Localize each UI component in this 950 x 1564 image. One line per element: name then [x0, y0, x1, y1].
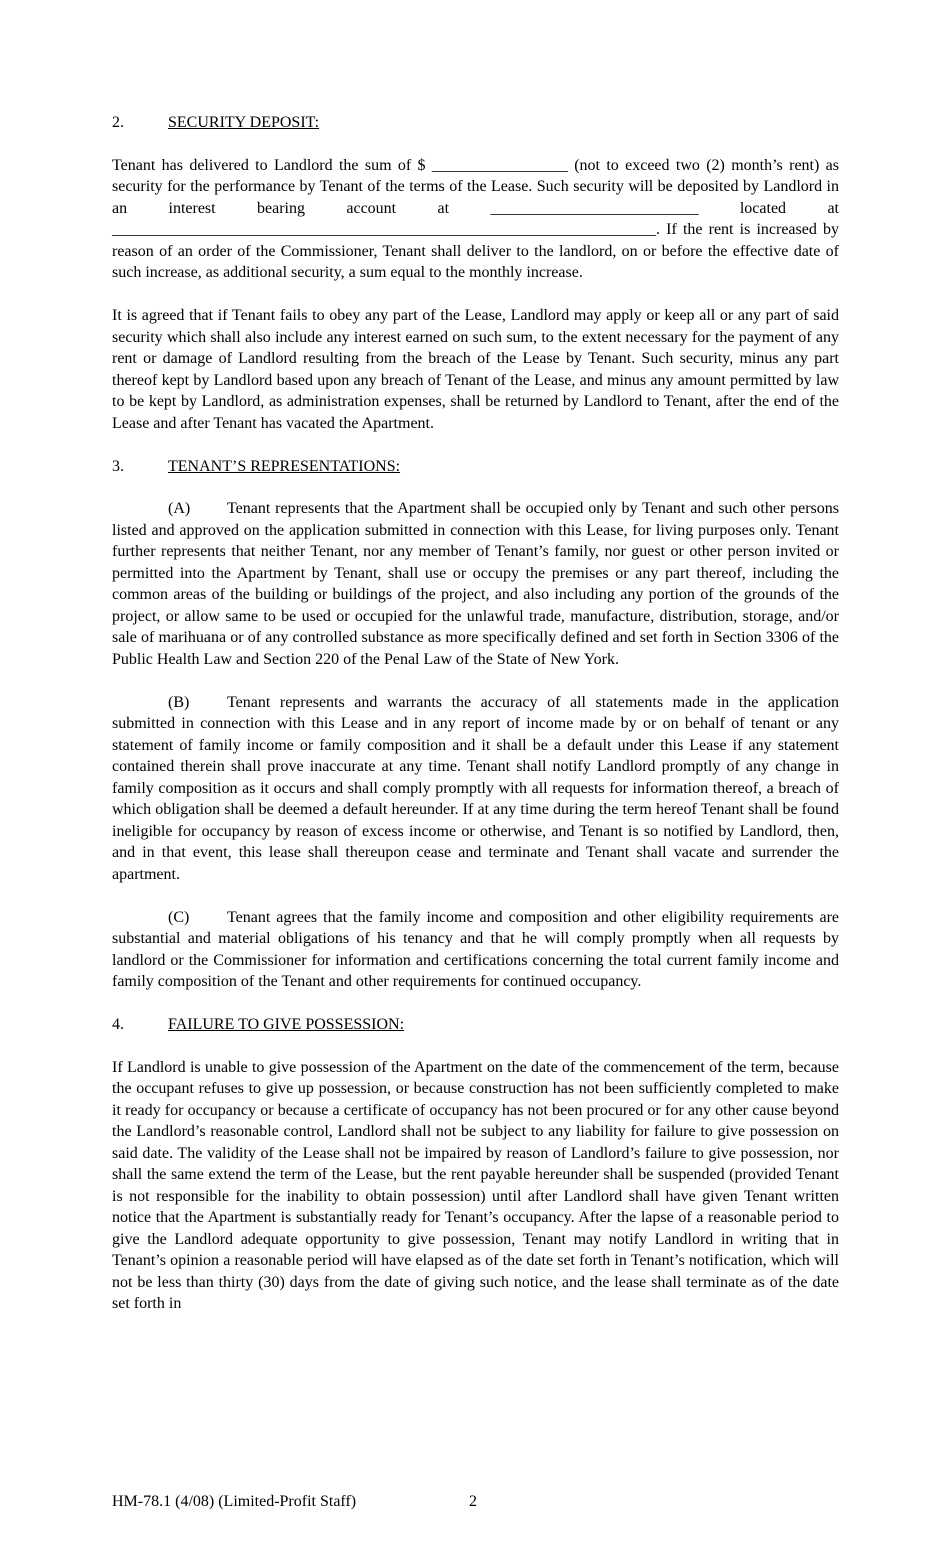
section-4-heading [112, 1014, 839, 1036]
section-number: 4. [112, 1016, 124, 1033]
clause-label: (A) [168, 500, 191, 517]
page-footer [112, 1491, 477, 1513]
failure-to-give-possession-paragraph: If Landlord is unable to give possession of the Apartment on the date of the commencement of the term, because the occupant refuses to give up possession, or because construction has not been sufficiently completed to make it ready for occupancy or because a certificate of occupancy has not been procured or for any other cause beyond the Landlord’s reasonable control, Landlord shall not be subject to any liability for failure to give possession on said date. The validity of the Lease shall not be impaired by reason of Landlord’s failure to give possession, nor shall the same extend the term of the Lease, but the rent payable hereunder shall be suspended (provided Tenant is not responsible for the inability to obtain possession) until after Landlord shall have given Tenant written notice that the Apartment is substantially ready for Tenant’s occupancy. After the lapse of a reasonable period to give the Landlord adequate opportunity to give possession, Tenant may notify Landlord in writing that in Tenant’s opinion a reasonable period will have elapsed as of the date set forth in Tenant’s notification, which will not be less than thirty (30) days from the date of giving such notice, and the lease shall terminate as of the date set forth in [112, 1058, 839, 1312]
section-number: 3. [112, 457, 124, 475]
clause-label: (B) [168, 693, 190, 711]
section-title: FAILURE TO GIVE POSSESSION: [168, 1016, 405, 1033]
representation-c [112, 907, 839, 993]
representation-a [112, 498, 839, 670]
section-number: 2. [112, 114, 124, 131]
section-title: TENANT’S REPRESENTATIONS: [168, 457, 401, 475]
section-2-heading [112, 112, 839, 134]
security-deposit-paragraph-2: It is agreed that if Tenant fails to obey any part of the Lease, Landlord may apply or keep all or any part of said security which shall also include any interest earned on such sum, to the extent necessary for the payment of any rent or damage of Landlord resulting from the breach of the Lease by Tenant. Such security, minus any part thereof kept by Landlord based upon any breach of Tenant of the Lease, and minus any amount permitted by law to be kept by Landlord, as administration expenses, shall be returned by Landlord to Tenant, after the end of the Lease and after Tenant has vacated the Apartment. [112, 307, 839, 432]
security-deposit-paragraph-1: Tenant has delivered to Landlord the sum of $ _________________ (not to exceed two (2) month’s rent) as security for the performance by Tenant of the terms of the Lease. Such security will be deposited by Landlord in an interest bearing account at __________________________ located at ____________________________________________________________________. If the rent is increased by reason of an order of the Commissioner, Tenant shall deliver to the landlord, on or before the effective date of such increase, as additional security, a sum equal to the monthly increase. [112, 156, 839, 281]
section-3-heading [112, 456, 839, 478]
section-title: SECURITY DEPOSIT: [168, 114, 320, 131]
clause-text: Tenant represents that the Apartment shall be occupied only by Tenant and such other persons listed and approved on the application submitted in connection with this Lease, for living purposes only. Tenant further represents that neither Tenant, nor any member of Tenant’s family, nor guest or other person invited or permitted into the Apartment by Tenant, shall use or occupy the premises or any part thereof, including the common areas of the building or buildings of the project, and also including any portion of the grounds of the project, or allow same to be used or occupied for the unlawful trade, manufacture, distribution, storage, and/or sale of marihuana or of any controlled substance as more specifically defined and set forth in Section 3306 of the Public Health Law and Section 220 of the Penal Law of the State of New York. [112, 500, 839, 668]
page-content [112, 112, 839, 1336]
clause-text: Tenant agrees that the family income and composition and other eligibility requirements are substantial and material obligations of his tenancy and that he will comply promptly when all requests by landlord or the Commissioner for information and certifications concerning the total current family income and family composition of the Tenant and other requirements for continued occupancy. [112, 908, 839, 990]
representation-b [112, 692, 839, 886]
clause-label: (C) [168, 908, 190, 926]
page-number: 2 [469, 1493, 477, 1510]
clause-text: Tenant represents and warrants the accuracy of all statements made in the application submitted in connection with this Lease and in any report of income made by or on behalf of tenant or any statement of family income or family composition and it shall be a default under this Lease if any statement contained therein shall prove inaccurate at any time. Tenant shall notify Landlord promptly of any change in family composition as it occurs and shall comply promptly with all requests for information thereof, a breach of which obligation shall be deemed a default hereunder. If at any time during the term hereof Tenant shall be found ineligible for occupancy by reason of excess income or otherwise, and Tenant is so notified by Landlord, then, and in that event, this lease shall thereupon cease and terminate and Tenant shall vacate and surrender the apartment. [112, 693, 839, 883]
form-identifier: HM-78.1 (4/08) (Limited-Profit Staff) [112, 1493, 357, 1510]
